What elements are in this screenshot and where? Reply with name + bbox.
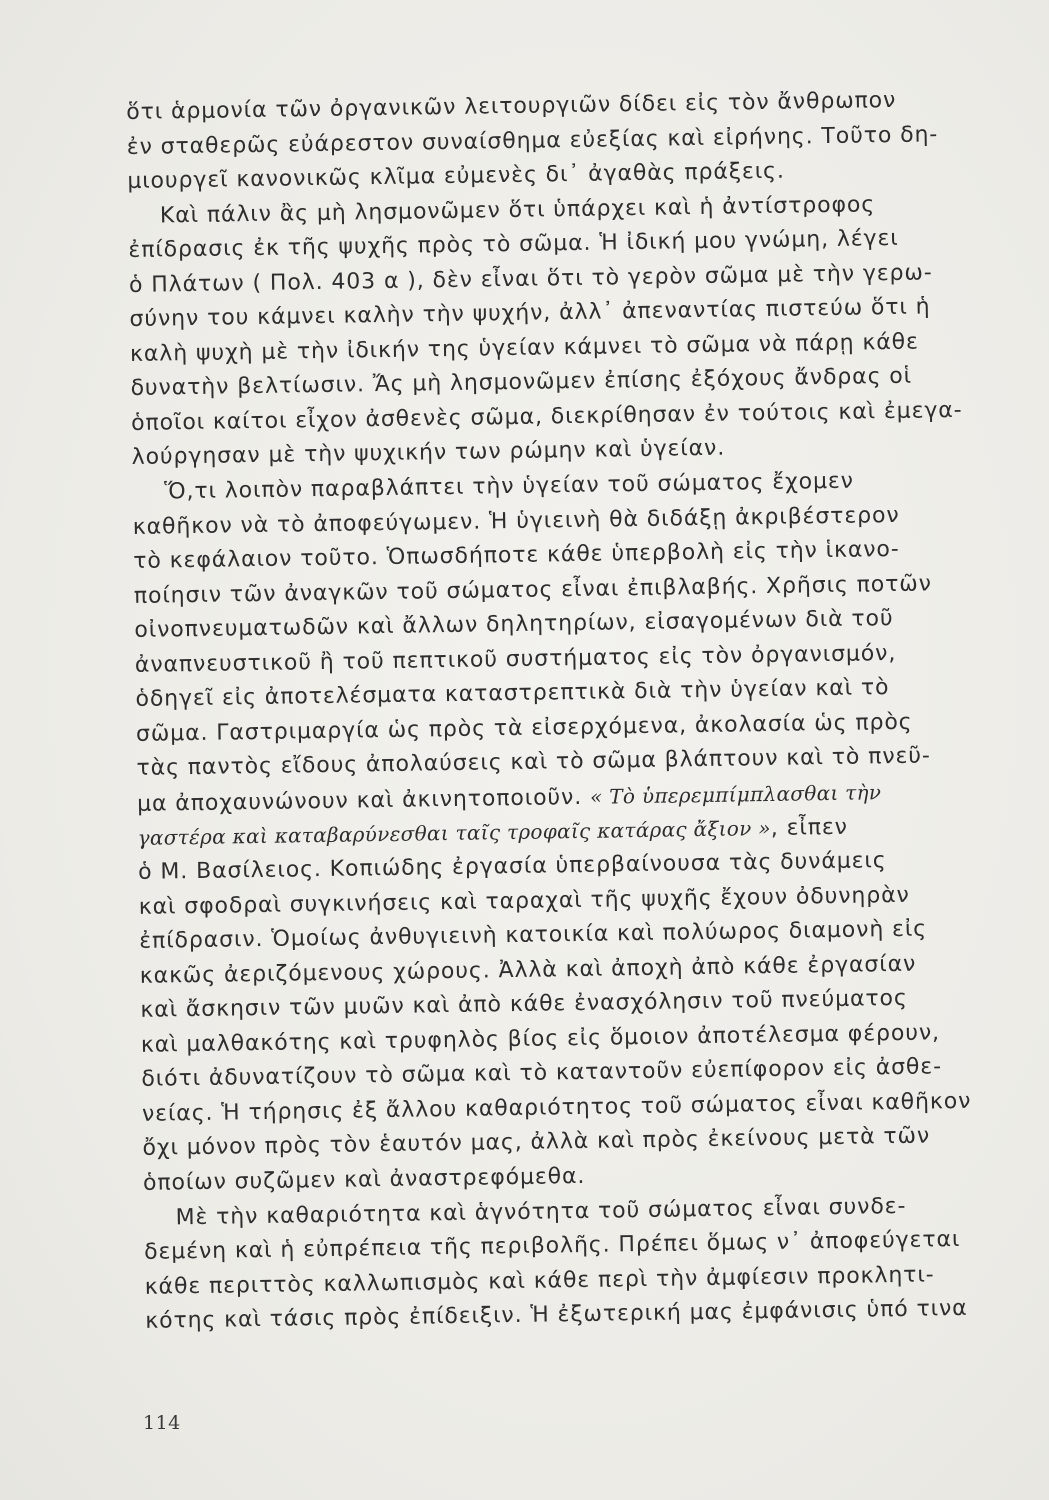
text-line: Μὲ τὴν καθαριότητα καὶ ἁγνότητα τοῦ σώματος εἶναι συνδε-	[175, 1193, 907, 1230]
text-line: ἐπίδρασιν. Ὁμοίως ἀνθυγιεινὴ κατοικία καὶ πολύωρος διαμονὴ εἰς	[139, 916, 928, 955]
body-text	[126, 82, 1015, 1339]
text-line: δεμένη καὶ ἡ εὐπρέπεια τῆς περιβολῆς. Πρέπει ὅμως ν᾽ ἀποφεύγεται	[143, 1227, 961, 1265]
text-line: κάθε περιττὸς καλλωπισμὸς καὶ κάθε περὶ τὴν ἀμφίεσιν προκλητι-	[144, 1262, 935, 1300]
text-line: τὰς παντὸς εἴδους ἀπολαύσεις καὶ τὸ σῶμα βλάπτουν καὶ τὸ πνεῦ-	[136, 743, 931, 782]
text-line: ὅτι ἁρμονία τῶν ὀργανικῶν λειτουργιῶν δίδει εἰς τὸν ἄνθρωπον	[126, 87, 897, 125]
text-line: ὁ Πλάτων ( Πολ. 403 α ), δὲν εἶναι ὅτι τὸ γερὸν σῶμα μὲ τὴν γερω-	[128, 260, 933, 298]
text-line: ἀναπνευστικοῦ ἢ τοῦ πεπτικοῦ συστήματος εἰς τὸν ὀργανισμόν,	[134, 640, 897, 678]
text-line: ἐν σταθερῶς εὐάρεστον συναίσθημα εὐεξίας καὶ εἰρήνης. Τοῦτο δη-	[126, 121, 939, 160]
text-line: καλὴ ψυχὴ μὲ τὴν ἰδικήν της ὑγείαν κάμνει τὸ σῶμα νὰ πάρῃ κάθε	[129, 329, 920, 367]
text-line: ἐπίδρασις ἐκ τῆς ψυχῆς πρὸς τὸ σῶμα. Ἡ ἰδική μου γνώμη, λέγει	[128, 226, 899, 264]
text-line: κότης καὶ τάσις πρὸς ἐπίδειξιν. Ἡ ἐξωτερική μας ἐμφάνισις ὑπό τινα	[145, 1296, 968, 1334]
text-line: δυνατὴν βελτίωσιν. Ἄς μὴ λησμονῶμεν ἐπίσης ἐξόχους ἄνδρας οἱ	[130, 364, 913, 402]
text-line: ὁ Μ. Βασίλειος. Κοπιώδης ἐργασία ὑπερβαίνουσα τὰς δυνάμεις	[138, 848, 887, 885]
text-line: μιουργεῖ κανονικῶς κλῖμα εὐμενὲς δι᾽ ἀγαθὰς πράξεις.	[127, 158, 785, 195]
text-segment: μα ἀποχαυνώνουν καὶ ἀκινητοποιοῦν.	[136, 784, 591, 817]
text-line: νείας. Ἡ τήρησις ἐξ ἄλλου καθαριότητος τοῦ σώματος εἶναι καθῆκον	[141, 1088, 972, 1127]
text-line: οἰνοπνευματωδῶν καὶ ἄλλων δηλητηρίων, εἰσαγομένων διὰ τοῦ	[134, 606, 894, 644]
text-line: σῶμα. Γαστριμαργία ὡς πρὸς τὰ εἰσερχόμενα, ἀκολασία ὡς πρὸς	[135, 709, 913, 747]
text-segment: , εἶπεν	[770, 815, 849, 842]
text-line: ὄχι μόνον πρὸς τὸν ἑαυτόν μας, ἀλλὰ καὶ πρὸς ἐκείνους μετὰ τῶν	[142, 1123, 931, 1162]
text-line: ποίησιν τῶν ἀναγκῶν τοῦ σώματος εἶναι ἐπιβλαβής. Χρῆσις ποτῶν	[133, 571, 932, 609]
text-line: διότι ἀδυνατίζουν τὸ σῶμα καὶ τὸ καταντοῦν εὐεπίφορον εἰς ἀσθε-	[141, 1054, 943, 1093]
text-line: κακῶς ἀεριζόμενους χώρους. Ἀλλὰ καὶ ἀποχὴ ἀπὸ κάθε ἐργασίαν	[139, 951, 917, 989]
text-line: Ὅ,τι λοιπὸν παραβλάπτει τὴν ὑγείαν τοῦ σώματος ἔχομεν	[164, 468, 855, 505]
text-line: Καὶ πάλιν ἂς μὴ λησμονῶμεν ὅτι ὑπάρχει καὶ ἡ ἀντίστροφος	[159, 191, 876, 229]
text-line: καὶ σφοδραὶ συγκινήσεις καὶ ταραχαὶ τῆς ψυχῆς ἔχουν ὀδυνηρὰν	[138, 882, 910, 920]
text-line: ὁποῖοι καίτοι εἶχον ἀσθενὲς σῶμα, διεκρίθησαν ἐν τούτοις καὶ ἐμεγα-	[130, 397, 963, 436]
text-line: ὁποίων συζῶμεν καὶ ἀναστρεφόμεθα.	[142, 1163, 586, 1196]
text-line: λούργησαν μὲ τὴν ψυχικήν των ρώμην καὶ ὑγείαν.	[131, 436, 726, 471]
text-line: τὸ κεφάλαιον τοῦτο. Ὁπωσδήποτε κάθε ὑπερβολὴ εἰς τὴν ἱκανο-	[133, 537, 900, 575]
text-line: καθῆκον νὰ τὸ ἀποφεύγωμεν. Ἡ ὑγιεινὴ θὰ διδάξῃ ἀκριβέστερον	[132, 502, 900, 540]
text-line: σύνην του κάμνει καλὴν τὴν ψυχήν, ἀλλ᾽ ἀπεναντίας πιστεύω ὅτι ἡ	[129, 294, 931, 333]
text-line: καὶ μαλθακότης καὶ τρυφηλὸς βίος εἰς ὅμοιον ἀποτέλεσμα φέρουν,	[140, 1020, 941, 1058]
page-number: 114	[143, 1412, 181, 1434]
text-line: καὶ ἄσκησιν τῶν μυῶν καὶ ἀπὸ κάθε ἐνασχόλησιν τοῦ πνεύματος	[140, 986, 908, 1024]
text-line: ὁδηγεῖ εἰς ἀποτελέσματα καταστρεπτικὰ διὰ τὴν ὑγείαν καὶ τὸ	[135, 675, 890, 713]
quotation: γαστέρα καὶ καταβαρύνεσθαι ταῖς τροφαῖς κατάρας ἄξιον »	[137, 816, 772, 851]
quotation: « Τὸ ὑπερεμπίμπλασθαι τὴν	[589, 780, 882, 809]
